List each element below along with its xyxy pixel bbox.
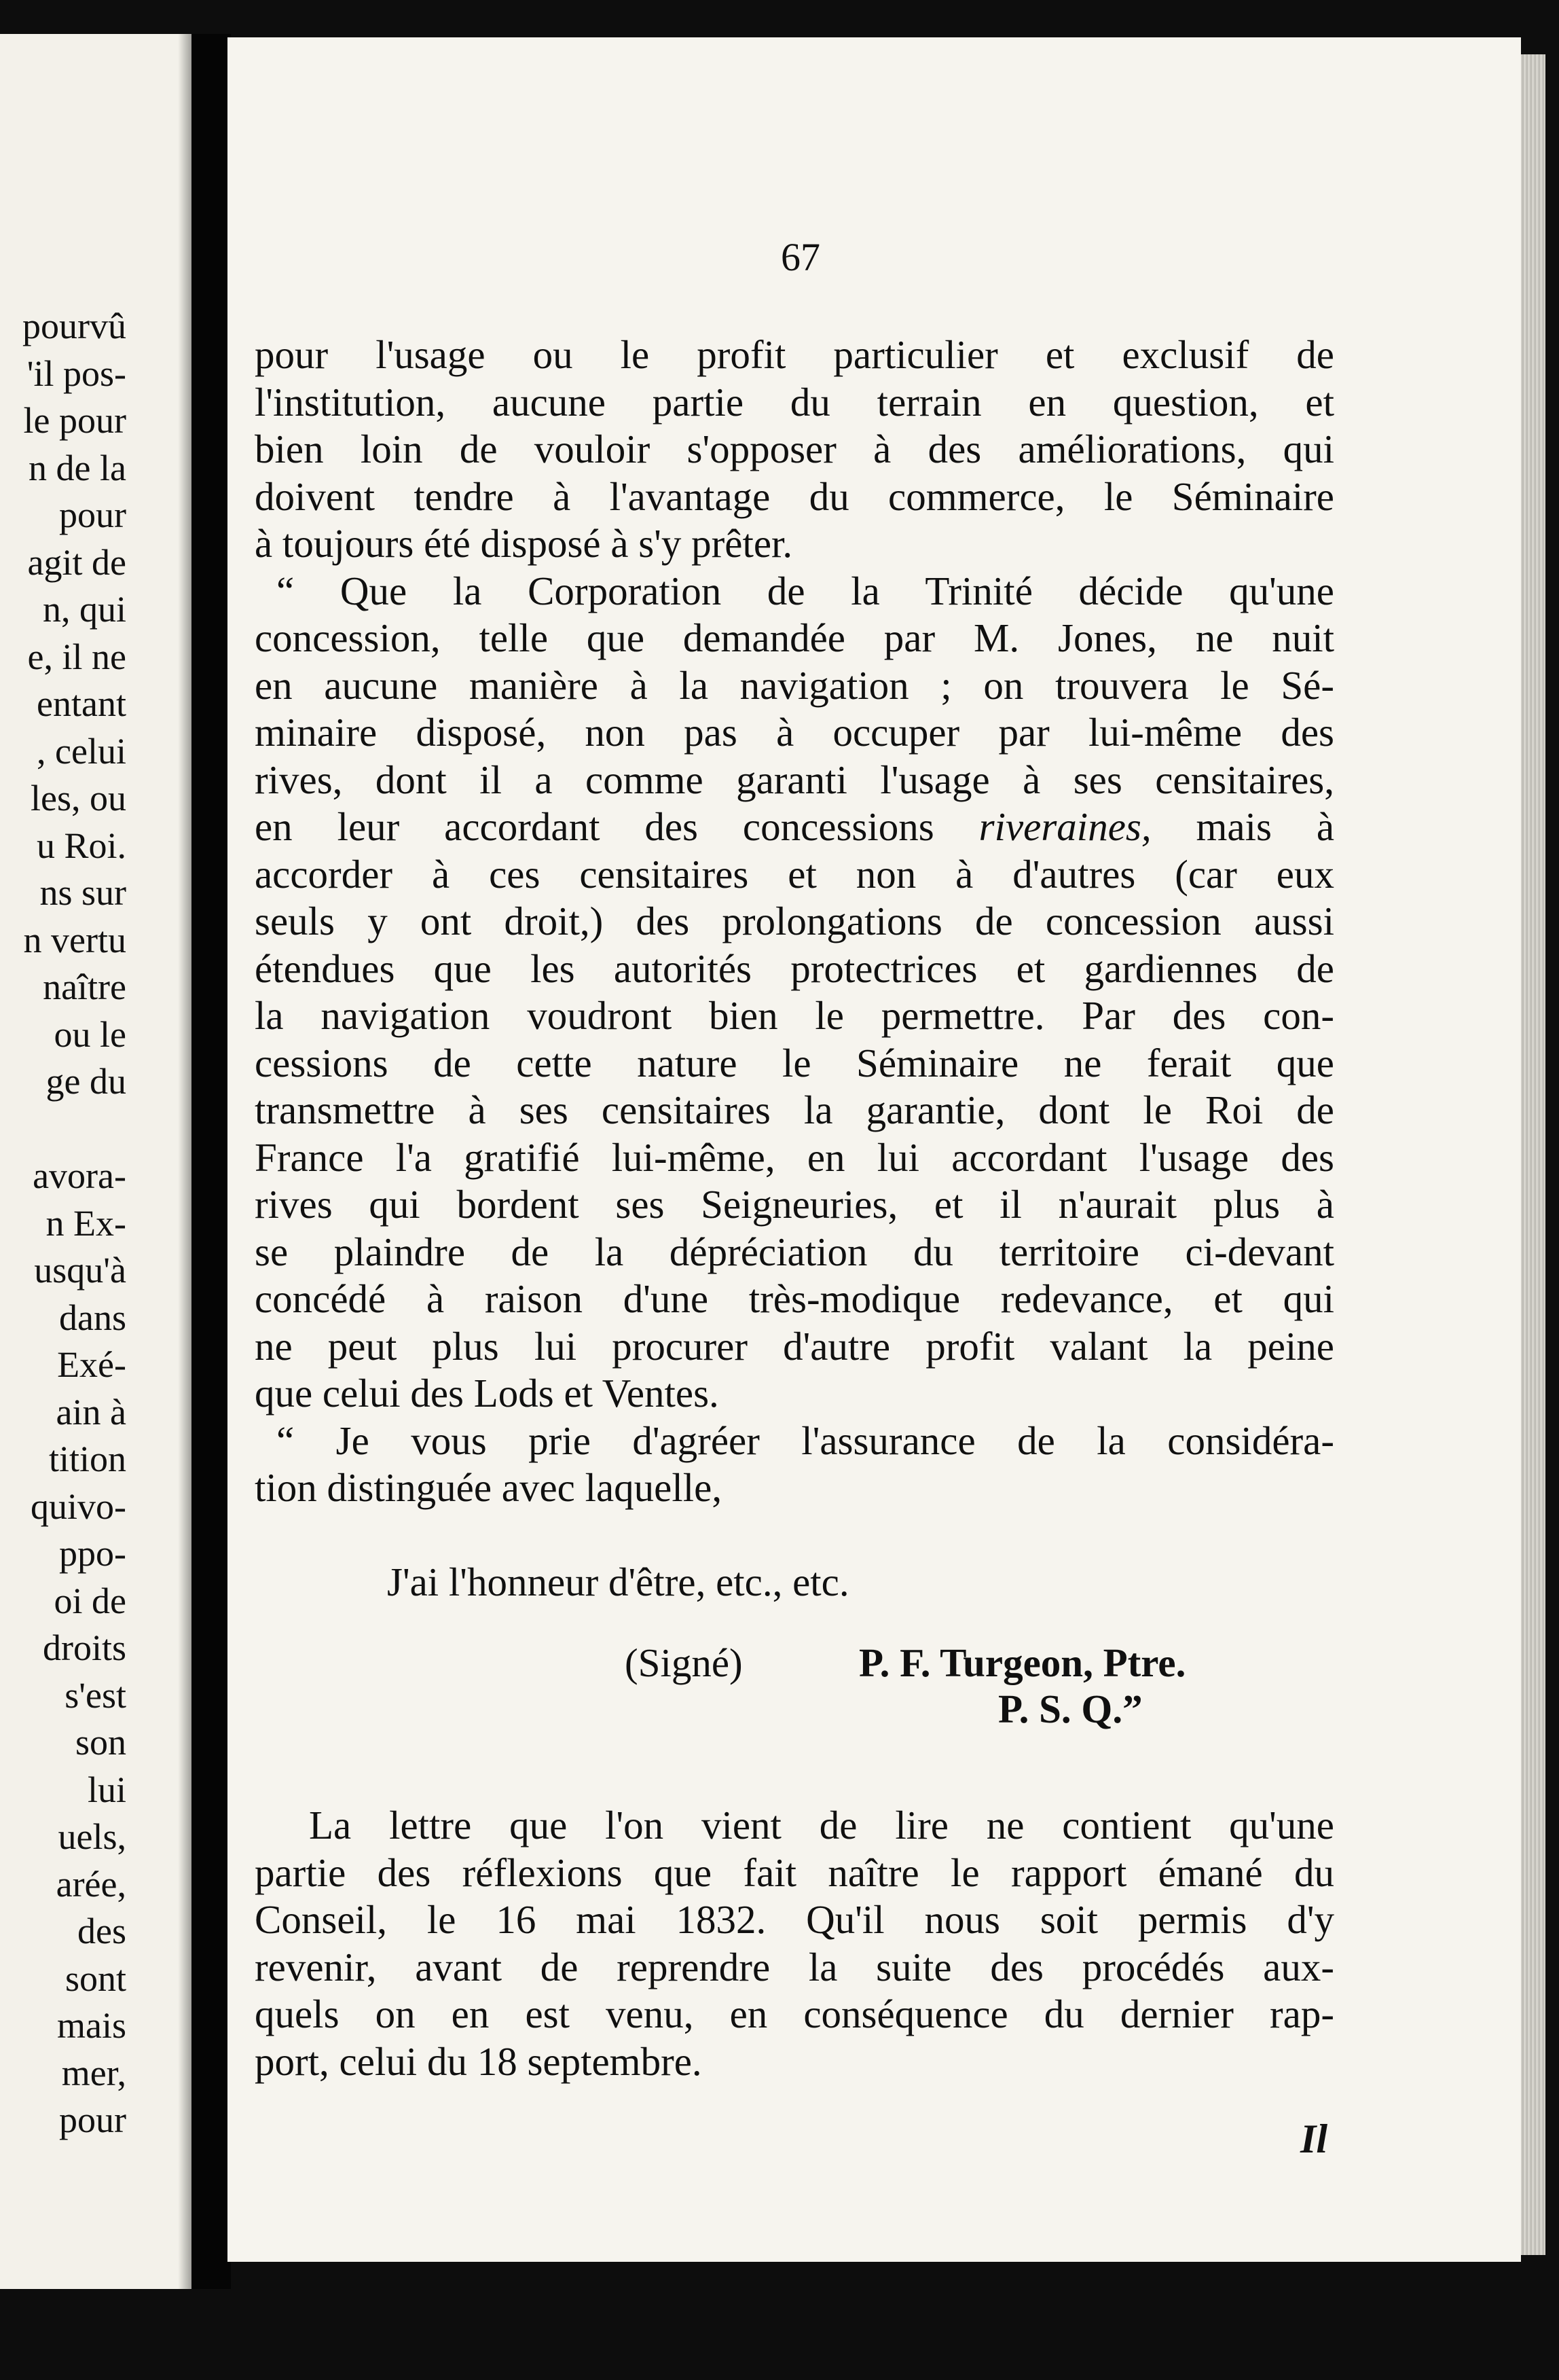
facing-page-line: n, qui	[42, 589, 126, 630]
text-line: minaire disposé, non pas à occuper par lui-même des	[255, 710, 1334, 755]
facing-page-line: oi de	[54, 1580, 126, 1621]
text-line: ne peut plus lui procurer d'autre profit valant la peine	[255, 1323, 1334, 1369]
spacer	[255, 1748, 1334, 1802]
facing-page-line: 'il pos-	[26, 353, 126, 394]
text-line: “ Je vous prie d'agréer l'assurance de la considéra-	[276, 1418, 1334, 1463]
text-line: bien loin de vouloir s'opposer à des améliorations, qui	[255, 427, 1334, 471]
facing-page-line: des	[77, 1911, 126, 1951]
facing-page-line: e, il ne	[27, 636, 126, 677]
text-line: rives qui bordent ses Seigneuries, et il n'aurait plus à	[255, 1182, 1334, 1227]
facing-page-line: sont	[65, 1958, 126, 1999]
facing-page-line: naître	[43, 967, 126, 1007]
text-line: accorder à ces censitaires et non à d'autres (car eux	[255, 851, 1334, 897]
facing-page-fragment	[0, 34, 191, 2289]
catchword: Il	[1300, 2116, 1328, 2161]
facing-page-line: mer,	[61, 2052, 126, 2093]
facing-page-line: pour	[59, 494, 126, 535]
facing-page-line: mais	[57, 2005, 126, 2046]
signed-label: (Signé)	[625, 1640, 743, 1685]
facing-page-line: ppo-	[59, 1533, 126, 1574]
text-line: étendues que les autorités protectrices et gardiennes de	[255, 945, 1334, 991]
text-line: “ Que la Corporation de la Trinité décide qu'une	[276, 568, 1334, 613]
italic-word: riveraines,	[978, 804, 1152, 849]
facing-page-line: pourvû	[22, 306, 126, 346]
text-line: quels on en est venu, en conséquence du dernier rap-	[255, 1991, 1334, 2036]
text-line: que celui des Lods et Ventes.	[255, 1371, 719, 1416]
facing-page-line: tition	[48, 1439, 126, 1479]
text-line: port, celui du 18 septembre.	[255, 2038, 702, 2084]
facing-page-line: ain à	[56, 1391, 126, 1432]
facing-page-line: pour	[59, 2099, 126, 2140]
book-binding	[191, 34, 231, 2289]
signature-title: P. S. Q.”	[998, 1687, 1143, 1731]
facing-page-line: lui	[87, 1769, 126, 1810]
paragraph-2	[255, 568, 1334, 1418]
page-body	[255, 331, 1334, 2085]
facing-page-line: son	[75, 1722, 126, 1763]
facing-page-line: usqu'à	[34, 1250, 126, 1291]
closing-formula: J'ai l'honneur d'être, etc., etc.	[387, 1559, 849, 1604]
facing-page-line: s'est	[65, 1674, 126, 1716]
text-segment: mais à	[1196, 804, 1335, 849]
facing-page-line: n de la	[29, 447, 126, 488]
facing-page-line: les, ou	[31, 778, 126, 818]
facing-page-line: u Roi.	[36, 825, 126, 866]
facing-page-line: le pour	[23, 400, 126, 441]
facing-page-line: Exé-	[57, 1344, 126, 1385]
text-line: la navigation voudront bien le permettre. Par des con-	[255, 993, 1334, 1038]
facing-page-line: uels,	[58, 1816, 126, 1857]
facing-page-line: entant	[37, 683, 126, 724]
paragraph-4	[255, 1802, 1334, 2085]
facing-page-line: agit de	[27, 541, 126, 583]
text-line: se plaindre de la dépréciation du territoire ci-devant	[255, 1229, 1334, 1274]
text-line: doivent tendre à l'avantage du commerce, le Séminaire	[255, 473, 1334, 519]
text-line: Conseil, le 16 mai 1832. Qu'il nous soit permis d'y	[255, 1897, 1334, 1942]
paragraph-1	[255, 331, 1334, 568]
spacer	[255, 1512, 1334, 1559]
text-line: tion distinguée avec laquelle,	[255, 1465, 722, 1510]
text-line: transmettre à ses censitaires la garantie, dont le Roi de	[255, 1087, 1334, 1132]
text-line: revenir, avant de reprendre la suite des procédés aux-	[255, 1944, 1334, 1989]
facing-page-line: arée,	[56, 1863, 126, 1905]
text-line: rives, dont il a comme garanti l'usage à ses censitaires,	[255, 757, 1334, 802]
signature-name: P. F. Turgeon, Ptre.	[859, 1640, 1186, 1685]
facing-page-line: dans	[59, 1297, 126, 1338]
paragraph-3	[255, 1418, 1334, 1512]
text-segment: en leur accordant des concessions	[255, 804, 934, 849]
facing-page-line: ou le	[54, 1013, 126, 1055]
facing-page-line: ns sur	[39, 872, 126, 913]
page-number: 67	[781, 235, 820, 279]
signature-block	[255, 1640, 1334, 1748]
text-line: concession, telle que demandée par M. Jones, ne nuit	[255, 615, 1334, 660]
text-line: cessions de cette nature le Séminaire ne ferait que	[255, 1040, 1334, 1085]
facing-page-line: droits	[42, 1627, 126, 1668]
text-line: l'institution, aucune partie du terrain en question, et	[255, 379, 1334, 425]
facing-page-line: n Ex-	[45, 1202, 126, 1244]
text-line: partie des réflexions que fait naître le rapport émané du	[255, 1850, 1334, 1895]
text-line: seuls y ont droit,) des prolongations de concession aussi	[255, 899, 1334, 943]
facing-page-line: quivo-	[31, 1485, 126, 1527]
facing-page-line: avora-	[33, 1155, 126, 1196]
text-line: La lettre que l'on vient de lire ne contient qu'une	[309, 1803, 1334, 1847]
page-edges	[1521, 54, 1545, 2255]
text-line	[255, 804, 1334, 851]
facing-page-line: , celui	[37, 730, 126, 772]
text-line: France l'a gratifié lui-même, en lui accordant l'usage des	[255, 1134, 1334, 1180]
facing-page-line: ge du	[45, 1061, 126, 1102]
text-line: concédé à raison d'une très-modique redevance, et qui	[255, 1276, 1334, 1321]
facing-page-line: n vertu	[23, 919, 126, 960]
text-line: en aucune manière à la navigation ; on trouvera le Sé-	[255, 662, 1334, 708]
text-line: à toujours été disposé à s'y prêter.	[255, 521, 793, 566]
text-line: pour l'usage ou le profit particulier et exclusif de	[255, 332, 1334, 377]
